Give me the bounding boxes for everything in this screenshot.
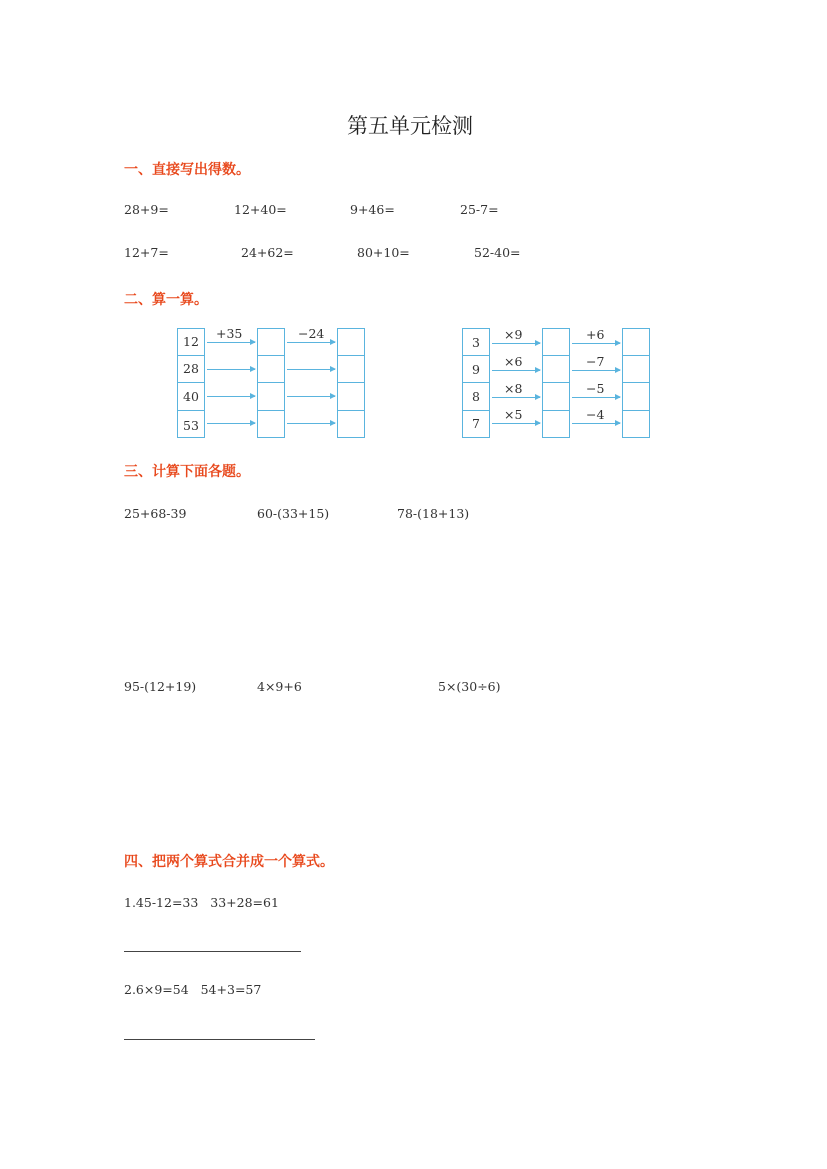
problem-3-2: 60-(33+15) xyxy=(257,506,330,521)
operation-label: ×5 xyxy=(504,407,523,422)
problem-1-4: 25-7= xyxy=(460,202,499,217)
arrow-icon xyxy=(287,396,335,397)
input-cell: 40 xyxy=(183,389,199,404)
input-cell: 8 xyxy=(472,389,480,404)
input-cell: 9 xyxy=(472,362,480,377)
arrow-icon xyxy=(572,423,620,424)
problem-3-4: 95-(12+19) xyxy=(124,679,197,694)
page-title: 第五单元检测 xyxy=(347,114,473,138)
operation-label: −5 xyxy=(586,381,605,396)
input-cell: 3 xyxy=(472,335,480,350)
problem-1-5: 12+7= xyxy=(124,245,169,260)
arrow-icon xyxy=(492,397,540,398)
operation-label: +35 xyxy=(216,326,243,341)
arrow-icon xyxy=(207,369,255,370)
answer-column-1[interactable] xyxy=(257,328,285,438)
answer-column-2[interactable] xyxy=(337,328,365,438)
problem-1-3: 9+46= xyxy=(350,202,395,217)
merge-item-1: 1.45-12=33 33+28=61 xyxy=(124,895,279,910)
arrow-icon xyxy=(492,423,540,424)
operation-label: −24 xyxy=(298,326,325,341)
problem-1-8: 52-40= xyxy=(474,245,521,260)
merge-item-2: 2.6×9=54 54+3=57 xyxy=(124,982,262,997)
answer-column-2[interactable] xyxy=(622,328,650,438)
problem-1-6: 24+62= xyxy=(241,245,294,260)
answer-column-1[interactable] xyxy=(542,328,570,438)
section-heading-1: 一、直接写出得数。 xyxy=(124,162,250,178)
problem-1-1: 28+9= xyxy=(124,202,169,217)
arrow-icon xyxy=(207,423,255,424)
arrow-icon xyxy=(572,343,620,344)
answer-line-2[interactable] xyxy=(124,1039,315,1040)
arrow-icon xyxy=(492,343,540,344)
problem-1-2: 12+40= xyxy=(234,202,287,217)
operation-label: ×6 xyxy=(504,354,523,369)
input-cell: 53 xyxy=(183,418,199,433)
operation-label: ×8 xyxy=(504,381,523,396)
input-cell: 12 xyxy=(183,334,199,349)
operation-label: ×9 xyxy=(504,327,523,342)
answer-line-1[interactable] xyxy=(124,951,301,952)
problem-3-3: 78-(18+13) xyxy=(397,506,470,521)
section-heading-2: 二、算一算。 xyxy=(124,292,208,308)
input-cell: 7 xyxy=(472,416,480,431)
arrow-icon xyxy=(572,397,620,398)
arrow-icon xyxy=(492,370,540,371)
arrow-icon xyxy=(287,342,335,343)
section-heading-4: 四、把两个算式合并成一个算式。 xyxy=(124,854,334,870)
arrow-icon xyxy=(572,370,620,371)
arrow-icon xyxy=(287,423,335,424)
arrow-icon xyxy=(207,396,255,397)
operation-label: −4 xyxy=(586,407,605,422)
section-heading-3: 三、计算下面各题。 xyxy=(124,464,250,480)
problem-3-5: 4×9+6 xyxy=(257,679,302,694)
problem-3-6: 5×(30÷6) xyxy=(438,679,501,694)
problem-1-7: 80+10= xyxy=(357,245,410,260)
operation-label: +6 xyxy=(586,327,605,342)
arrow-icon xyxy=(287,369,335,370)
problem-3-1: 25+68-39 xyxy=(124,506,187,521)
arrow-icon xyxy=(207,342,255,343)
input-cell: 28 xyxy=(183,361,199,376)
operation-label: −7 xyxy=(586,354,605,369)
